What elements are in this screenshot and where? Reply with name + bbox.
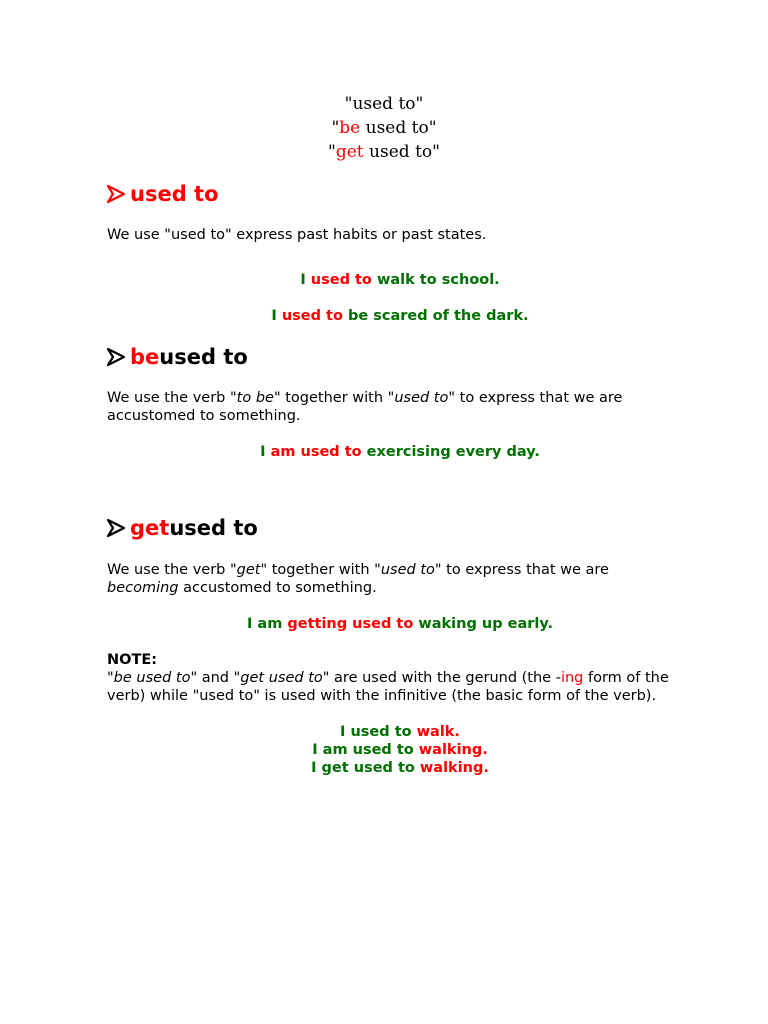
section-heading-be-used-to: be used to — [106, 343, 248, 371]
arrowhead-bullet-icon — [106, 347, 126, 367]
example-sentence: I used to be scared of the dark. — [271, 308, 529, 324]
example-sentence: I get used to walking. — [311, 760, 489, 776]
title-line-3: "get used to" — [328, 142, 440, 162]
example-sentence: I am used to exercising every day. — [260, 444, 540, 460]
arrowhead-bullet-icon — [106, 518, 126, 538]
note-label: NOTE: — [107, 652, 158, 668]
section-description: We use the verb "to be" together with "used to" to express that we are accustomed to something. — [107, 390, 623, 424]
example-sentence: I used to walk. — [340, 724, 460, 740]
title-line-2: "be used to" — [331, 118, 437, 138]
note-block — [107, 651, 707, 705]
section-heading-used-to: used to — [106, 180, 219, 208]
section-description: We use "used to" express past habits or past states. — [107, 227, 487, 243]
arrowhead-bullet-icon — [106, 184, 126, 204]
title-line-1: "used to" — [344, 94, 424, 114]
section-heading-get-used-to: get used to — [106, 514, 258, 542]
example-sentence: I am used to walking. — [312, 742, 488, 758]
example-sentence: I am getting used to waking up early. — [246, 616, 553, 632]
note-text: "be used to" and "get used to" are used with the gerund (the -ing form of the verb) while "used to" is used with the infinitive (the basic form of the verb). — [107, 670, 669, 704]
example-sentence: I used to walk to school. — [300, 272, 500, 288]
section-description: We use the verb "get" together with "used to" to express that we are becoming accustomed to something. — [107, 562, 609, 596]
